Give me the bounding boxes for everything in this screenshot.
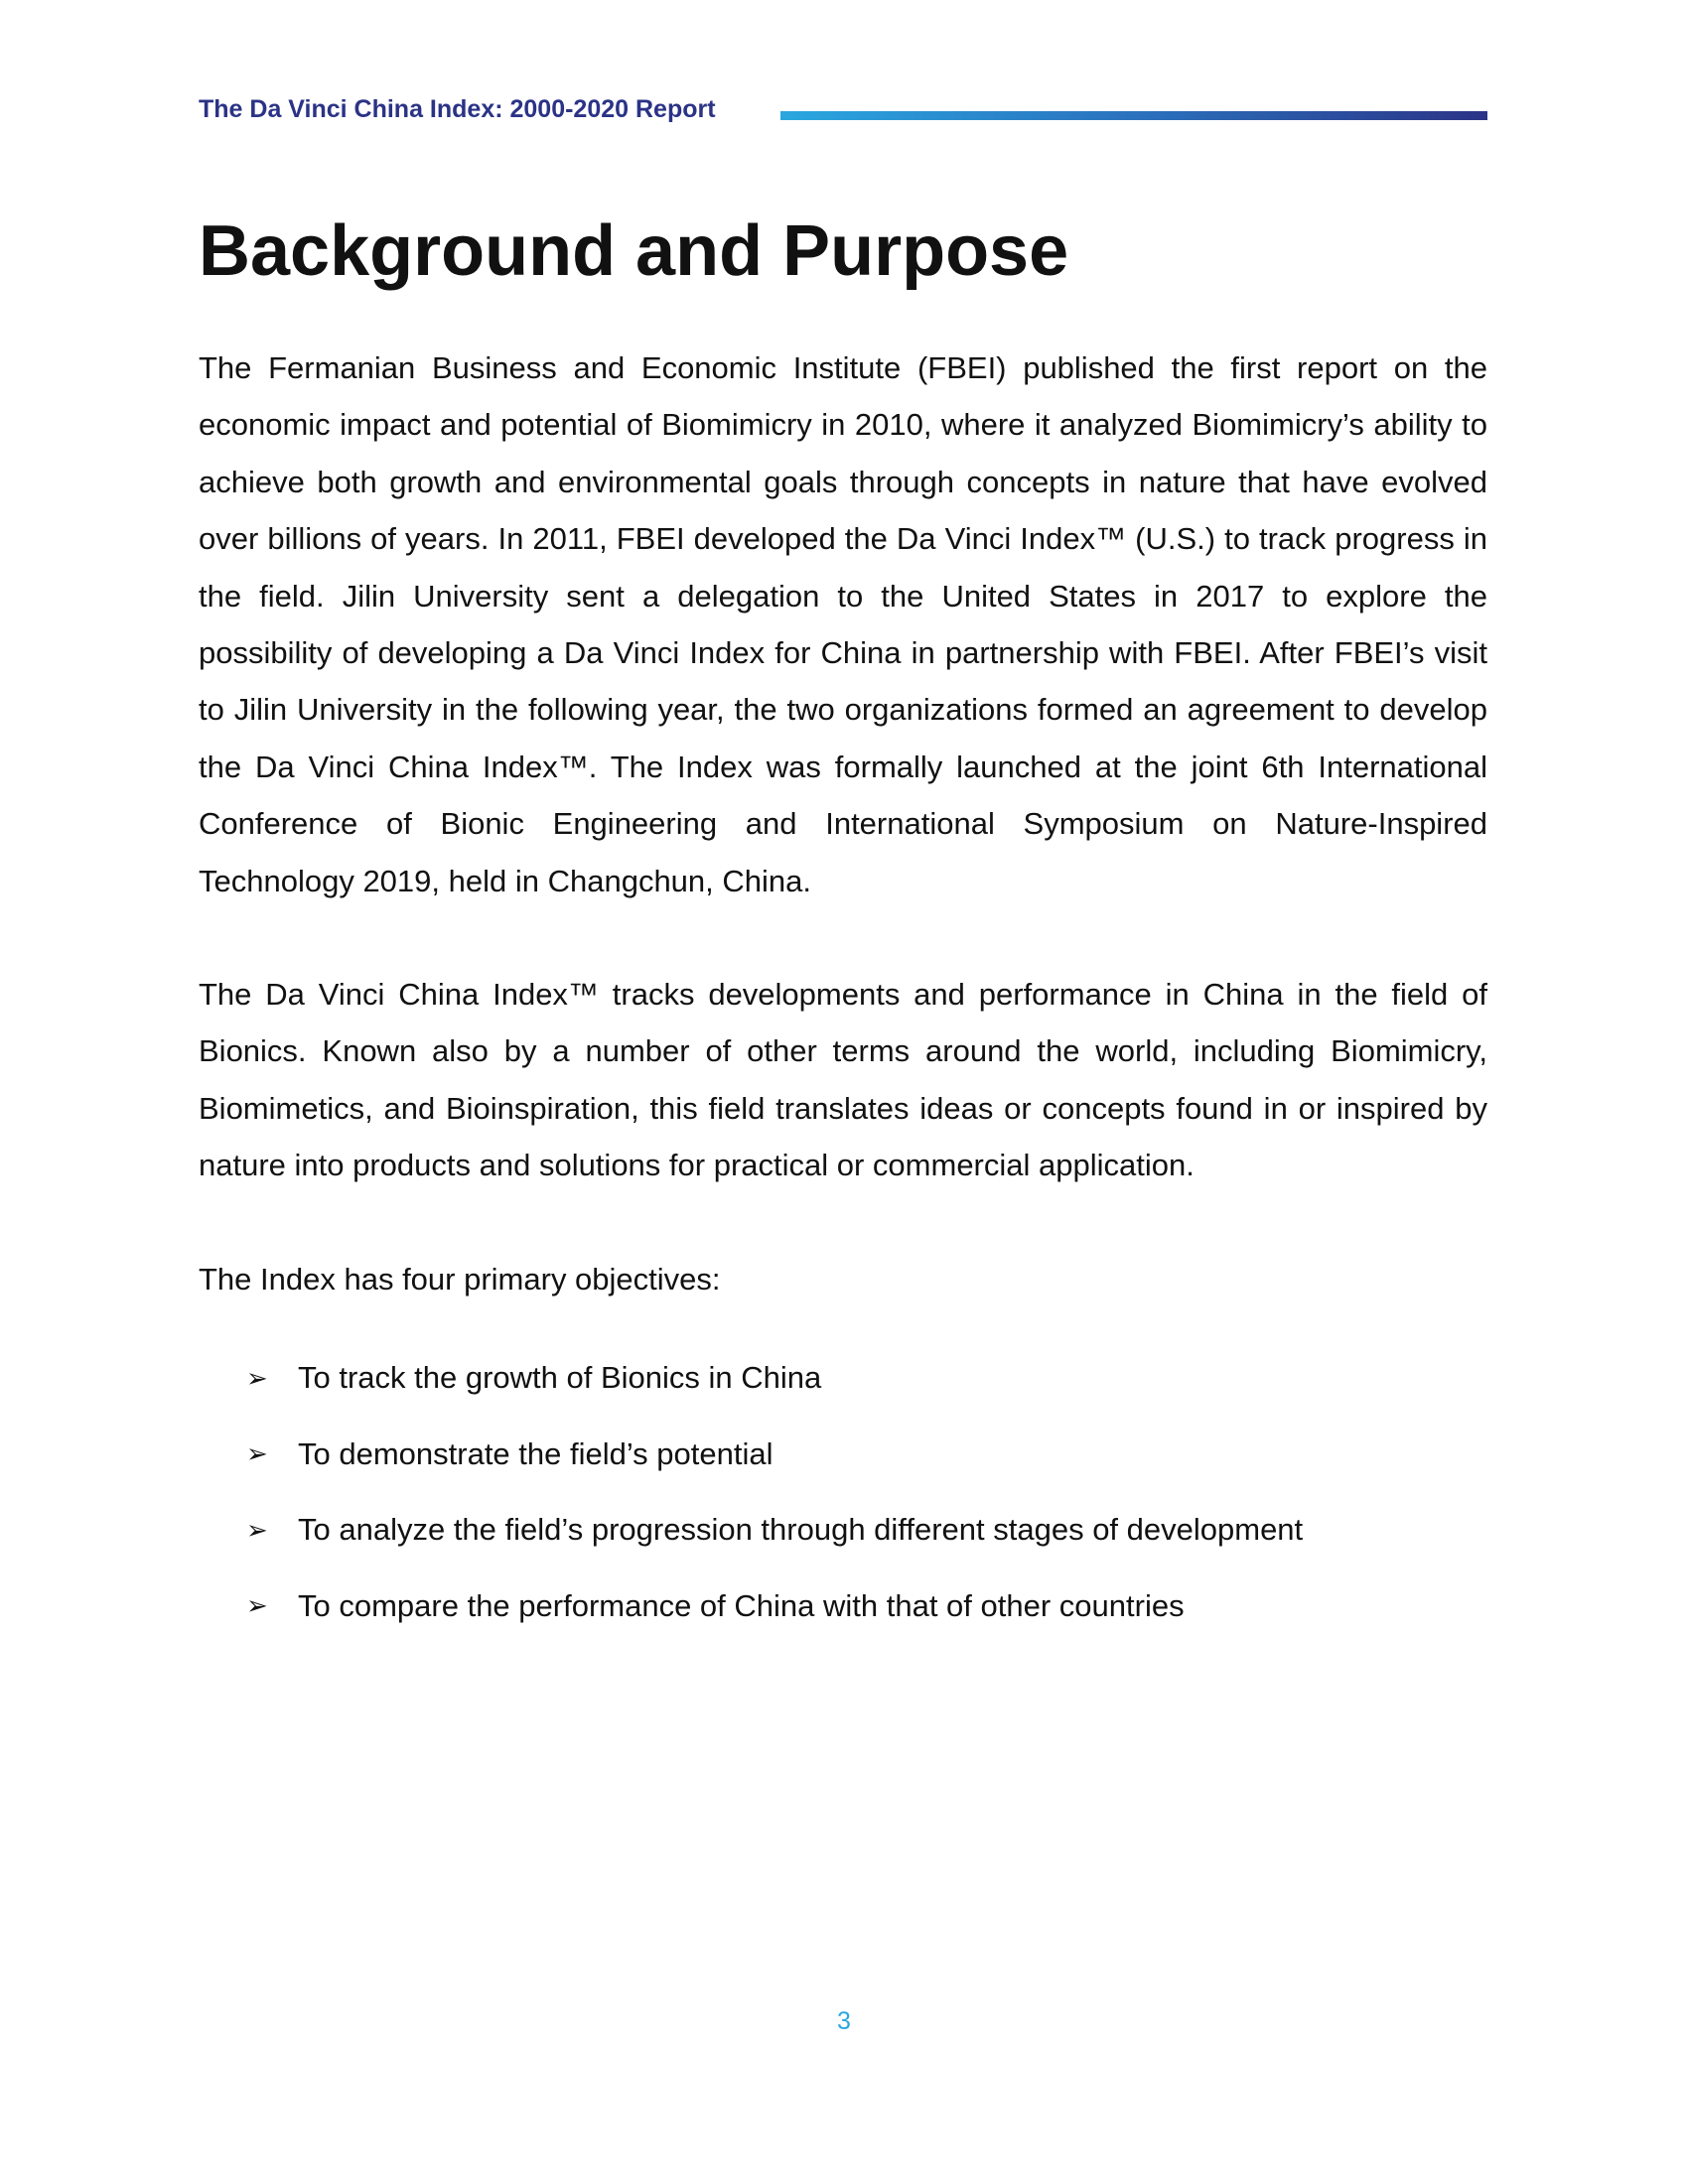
paragraph-index-description: The Da Vinci China Index™ tracks developments and performance in China in the field of Bionics. Known also by a number of other terms around the world, including Biomimicry, Biomimetics, and Bioinspiration, this field translates ideas or concepts found in or inspired by nature into products and solutions for practical or commercial application. — [199, 977, 1487, 1183]
objectives-list — [246, 1340, 1303, 1644]
list-item — [246, 1340, 1303, 1417]
objective-text: To demonstrate the field’s potential — [298, 1435, 774, 1471]
paragraph-objectives-intro: The Index has four primary objectives: — [199, 1262, 721, 1297]
header-title: The Da Vinci China Index: 2000-2020 Report — [199, 95, 716, 123]
running-header — [199, 95, 1487, 125]
objective-text: To analyze the field’s progression through different stages of development — [298, 1512, 1304, 1548]
page-number: 3 — [837, 2007, 851, 2035]
objective-text: To track the growth of Bionics in China — [298, 1360, 822, 1396]
objective-text: To compare the performance of China with that of other countries — [298, 1587, 1185, 1623]
header-rule — [780, 111, 1487, 120]
list-item — [246, 1569, 1303, 1645]
paragraph-history: The Fermanian Business and Economic Institute (FBEI) published the first report on the economic impact and potential of Biomimicry in 2010, where it analyzed Biomimicry’s ability to achieve both growth and environmental goals through concepts in nature that have evolved over billions of years. In 2011, FBEI developed the Da Vinci Index™ (U.S.) to track progress in the field. Jilin University sent a delegation to the United States in 2017 to explore the possibility of developing a Da Vinci Index for China in partnership with FBEI. After FBEI’s visit to Jilin University in the following year, the two organizations formed an agreement to develop the Da Vinci China Index™. The Index was formally launched at the joint 6th International Conference of Bionic Engineering and International Symposium on Nature-Inspired Technology 2019, held in Changchun, China. — [199, 350, 1487, 898]
arrow-bullet-icon: ➢ — [246, 1362, 268, 1393]
arrow-bullet-icon: ➢ — [246, 1590, 268, 1621]
arrow-bullet-icon: ➢ — [246, 1438, 268, 1469]
list-item — [246, 1492, 1303, 1569]
list-item — [246, 1417, 1303, 1493]
arrow-bullet-icon: ➢ — [246, 1514, 268, 1545]
page-title: Background and Purpose — [199, 211, 1069, 291]
